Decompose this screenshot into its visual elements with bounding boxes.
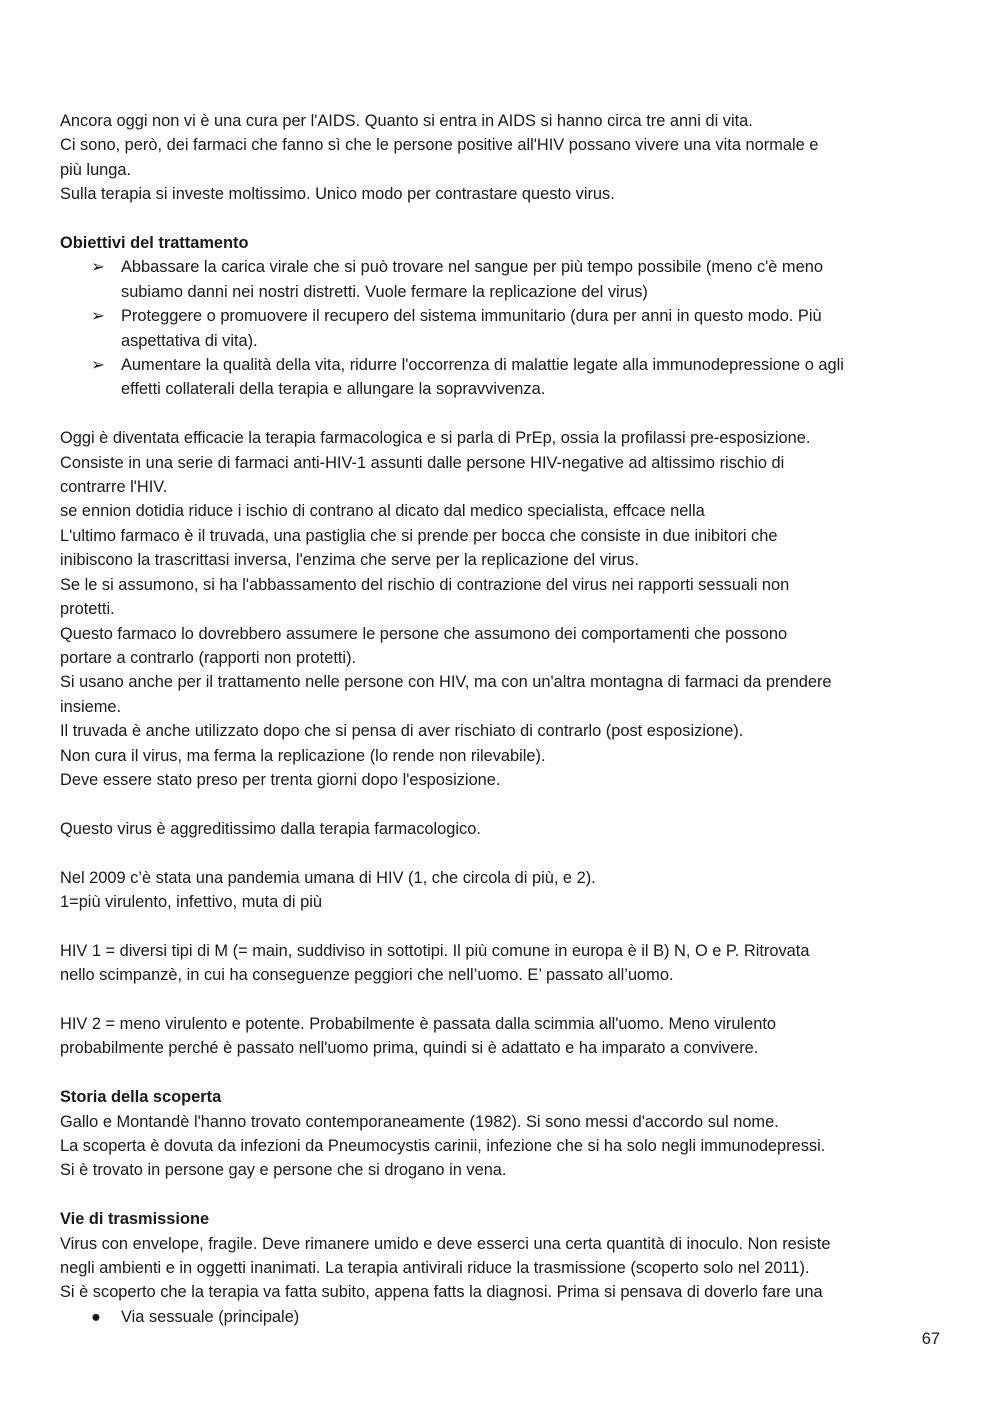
hiv1-paragraph bbox=[60, 939, 940, 988]
text-line: probabilmente perché è passato nell'uomo prima, quindi si è adattato e ha imparato a convivere. bbox=[60, 1039, 759, 1058]
text-line: aspettativa di vita). bbox=[121, 331, 258, 350]
text-line: Virus con envelope, fragile. Deve rimanere umido e deve esserci una certa quantità di inoculo. Non resiste bbox=[60, 1234, 831, 1253]
text-line: 1=più virulento, infettivo, muta di più bbox=[60, 892, 322, 911]
text-line: Si è scoperto che la terapia va fatta subito, appena fatts la diagnosi. Prima si pensava di doverlo fare una bbox=[60, 1283, 823, 1302]
prep-paragraph bbox=[60, 426, 940, 792]
text-line: Questo virus è aggreditissimo dalla terapia farmacologico. bbox=[60, 819, 481, 838]
text-line: contrarre l'HIV. bbox=[60, 478, 168, 497]
text-line: protetti. bbox=[60, 600, 115, 619]
text-line: HIV 1 = diversi tipi di M (= main, suddiviso in sottotipi. Il più comune in europa è il B) N, O e P. Ritrovata bbox=[60, 941, 810, 960]
intro-paragraph bbox=[60, 109, 940, 207]
text-line: portare a contrarlo (rapporti non protetti). bbox=[60, 648, 357, 667]
list-item bbox=[60, 304, 940, 353]
text-line: Se le si assumono, si ha l'abbassamento del rischio di contrazione del virus nei rapporti sessuali non bbox=[60, 575, 790, 594]
text-line: più lunga. bbox=[60, 160, 132, 179]
section-heading: Storia della scoperta bbox=[60, 1088, 222, 1107]
page-number: 67 bbox=[921, 1330, 940, 1348]
text-line: inibiscono la trascrittasi inversa, l'enzima che serve per la replicazione del virus. bbox=[60, 551, 639, 570]
text-line: Si è trovato in persone gay e persone che si drogano in vena. bbox=[60, 1161, 507, 1180]
section-storia bbox=[60, 1085, 940, 1183]
text-line: Sulla terapia si investe moltissimo. Unico modo per contrastare questo virus. bbox=[60, 185, 615, 204]
pandemia-paragraph bbox=[60, 866, 940, 915]
section-obiettivi bbox=[60, 231, 940, 402]
text-line: Si usano anche per il trattamento nelle persone con HIV, ma con un'altra montagna di farmaci da prendere bbox=[60, 673, 832, 692]
text-line: Deve essere stato preso per trenta giorni dopo l'esposizione. bbox=[60, 770, 501, 789]
text-line: Il truvada è anche utilizzato dopo che si pensa di aver rischiato di contrarlo (post esposizione). bbox=[60, 722, 744, 741]
text-line: effetti collaterali della terapia e allungare la sopravvivenza. bbox=[121, 380, 546, 399]
text-line: Ci sono, però, dei farmaci che fanno sì che le persone positive all'HIV possano vivere una vita normale e bbox=[60, 136, 819, 155]
section-vie bbox=[60, 1207, 940, 1329]
section-heading: Vie di trasmissione bbox=[60, 1210, 210, 1229]
section-heading: Obiettivi del trattamento bbox=[60, 234, 249, 253]
list-item bbox=[60, 353, 940, 402]
hiv2-paragraph bbox=[60, 1012, 940, 1061]
text-line: Non cura il virus, ma ferma la replicazione (lo rende non rilevabile). bbox=[60, 746, 546, 765]
text-line: Aumentare la qualità della vita, ridurre l'occorrenza di malattie legate alla immunodepressione o agli bbox=[121, 356, 844, 375]
text-line: Questo farmaco lo dovrebbero assumere le persone che assumono dei comportamenti che possono bbox=[60, 624, 788, 643]
arrow-bullet-icon: ➢ bbox=[91, 258, 105, 277]
text-line: L'ultimo farmaco è il truvada, una pastiglia che si prende per bocca che consiste in due inibitori che bbox=[60, 526, 778, 545]
document-page bbox=[60, 109, 940, 1329]
text-line: Proteggere o promuovere il recupero del sistema immunitario (dura per anni in questo modo. Più bbox=[121, 307, 822, 326]
text-line: Consiste in una serie di farmaci anti-HIV-1 assunti dalle persone HIV-negative ad altissimo rischio di bbox=[60, 453, 785, 472]
text-line: Via sessuale (principale) bbox=[121, 1307, 300, 1326]
arrow-bullet-icon: ➢ bbox=[91, 356, 105, 375]
text-line: negli ambienti e in oggetti inanimati. La terapia antivirali riduce la trasmissione (scoperto solo nel 2011). bbox=[60, 1258, 810, 1277]
text-line: Abbassare la carica virale che si può trovare nel sangue per più tempo possibile (meno c'è meno bbox=[121, 258, 823, 277]
text-line: insieme. bbox=[60, 697, 122, 716]
arrow-bullet-icon: ➢ bbox=[91, 307, 105, 326]
text-line: Gallo e Montandè l'hanno trovato contemporaneamente (1982). Si sono messi d'accordo sul nome. bbox=[60, 1112, 779, 1131]
text-line: subiamo danni nei nostri distretti. Vuole fermare la replicazione del virus) bbox=[121, 282, 648, 301]
text-line: nello scimpanzè, in cui ha conseguenze peggiori che nell’uomo. E’ passato all’uomo. bbox=[60, 966, 674, 985]
text-line: Oggi è diventata efficacie la terapia farmacologica e si parla di PrEp, ossia la profilassi pre-esposizione. bbox=[60, 429, 811, 448]
text-line: se ennion dotidia riduce i ischio di contrano al dicato dal medico specialista, effcace nella bbox=[60, 502, 705, 521]
text-line: HIV 2 = meno virulento e potente. Probabilmente è passata dalla scimmia all'uomo. Meno virulento bbox=[60, 1014, 777, 1033]
dot-bullet-icon: ● bbox=[91, 1307, 101, 1326]
list-item bbox=[60, 255, 940, 304]
text-line: La scoperta è dovuta da infezioni da Pneumocystis carinii, infezione che si ha solo negli immunodepressi. bbox=[60, 1136, 826, 1155]
list-item bbox=[60, 1305, 940, 1329]
text-line: Nel 2009 c’è stata una pandemia umana di HIV (1, che circola di più, e 2). bbox=[60, 868, 596, 887]
text-line: Ancora oggi non vi è una cura per l'AIDS. Quanto si entra in AIDS si hanno circa tre anni di vita. bbox=[60, 112, 753, 130]
